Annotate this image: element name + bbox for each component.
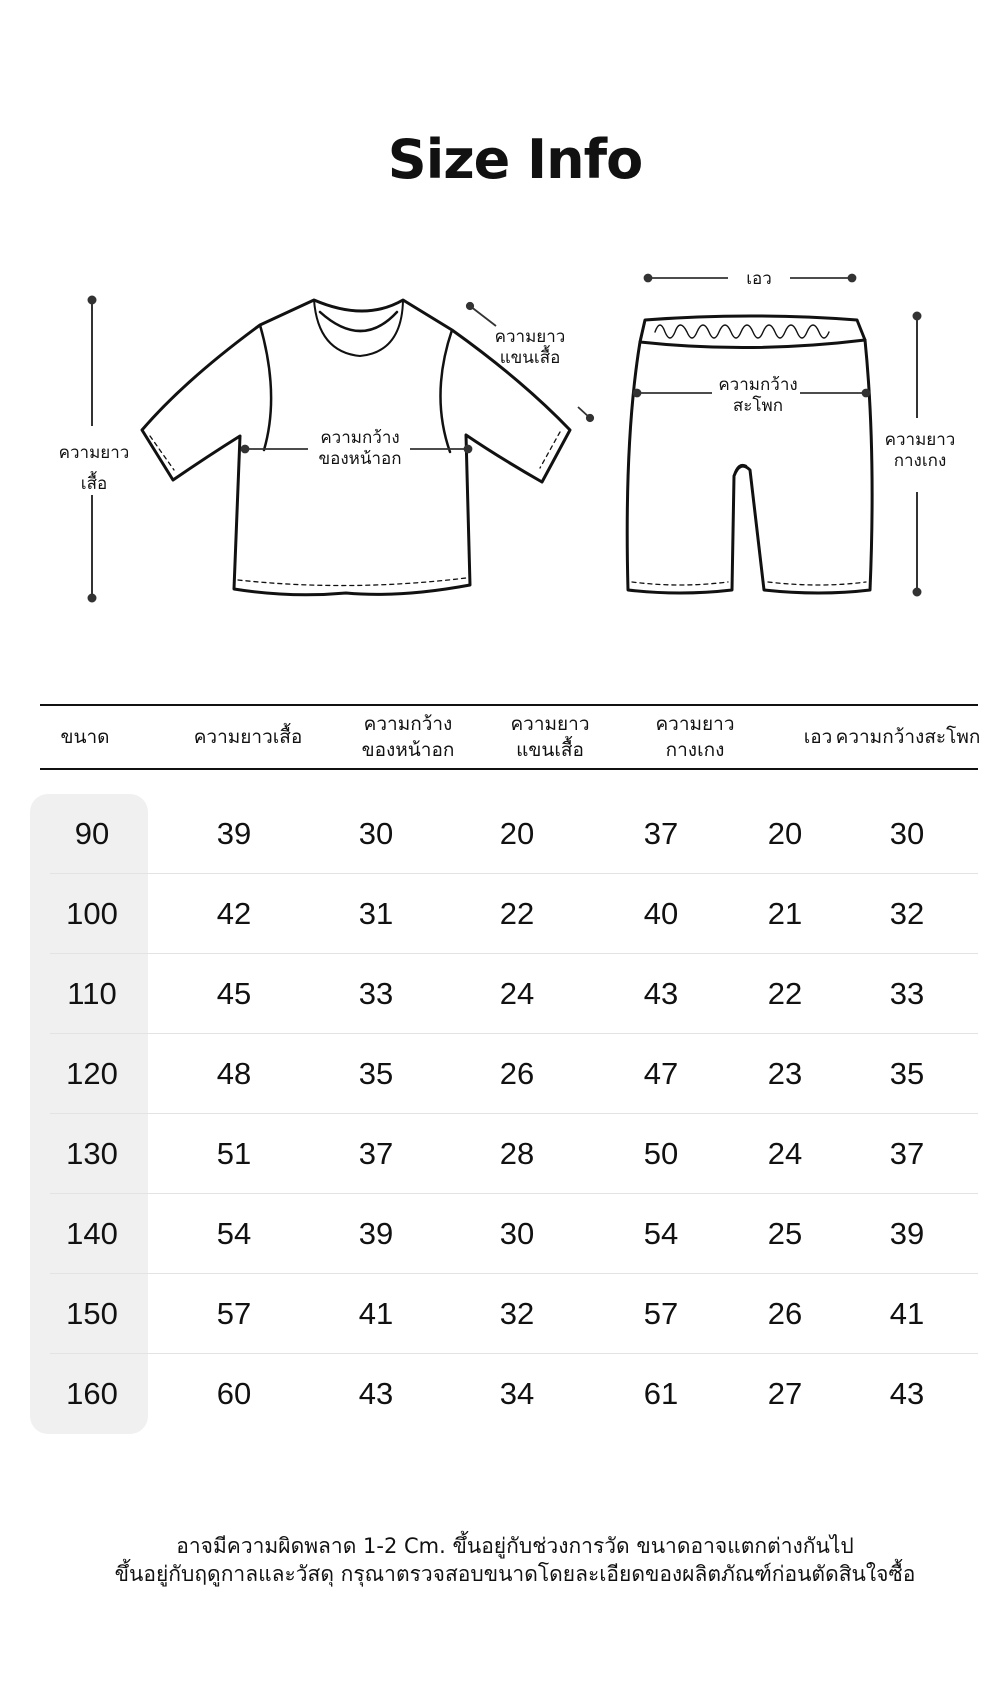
shirt-length-label-1: ความยาว (58, 443, 130, 463)
note-line-2: ขึ้นอยู่กับฤดูกาลและวัสดุ กรุณาตรวจสอบขนาดโดยละเอียดของผลิตภัณฑ์ก่อนตัดสินใจซื้อ (114, 1562, 916, 1586)
table-row (40, 954, 978, 1034)
cell-chest-width: 43 (358, 1376, 394, 1411)
cell-hip-width: 32 (889, 896, 925, 931)
cell-sleeve-length: 26 (499, 1056, 535, 1091)
header-hip-width: ความกว้างสะโพก (835, 726, 981, 748)
cell-waist: 20 (767, 816, 803, 851)
shirt-length-label-2: เสื้อ (80, 474, 108, 494)
cell-sleeve-length: 28 (499, 1136, 535, 1171)
table-row (40, 1114, 978, 1194)
table-row (40, 1034, 978, 1114)
cell-shirt-length: 57 (216, 1296, 252, 1331)
page-title: Size Info (387, 128, 643, 191)
disclaimer-note (0, 1532, 1000, 1588)
cell-chest-width: 31 (358, 896, 394, 931)
cell-waist: 23 (767, 1056, 803, 1091)
cell-hip-width: 30 (889, 816, 925, 851)
chest-width-label-1: ความกว้าง (320, 428, 400, 448)
note-line-1: อาจมีความผิดพลาด 1-2 Cm. ขึ้นอยู่กับช่วงการวัด ขนาดอาจแตกต่างกันไป (176, 1534, 854, 1558)
cell-waist: 25 (767, 1216, 803, 1251)
cell-sleeve-length: 30 (499, 1216, 535, 1251)
cell-hip-width: 37 (889, 1136, 925, 1171)
header-sleeve-length: ความยาว แขนเสื้อ (510, 713, 590, 761)
garment-diagram (0, 250, 1000, 630)
cell-pants-length: 40 (643, 896, 679, 931)
cell-shirt-length: 51 (216, 1136, 252, 1171)
cell-size: 160 (66, 1376, 118, 1411)
cell-size: 150 (66, 1296, 118, 1331)
table-row (40, 874, 978, 954)
cell-waist: 22 (767, 976, 803, 1011)
header-pants-length: ความยาว กางเกง (655, 713, 735, 761)
cell-hip-width: 43 (889, 1376, 925, 1411)
cell-pants-length: 54 (643, 1216, 679, 1251)
pants-length-label-2: กางเกง (893, 451, 947, 471)
hip-width-label-1: ความกว้าง (718, 375, 798, 395)
cell-waist: 21 (767, 896, 803, 931)
cell-pants-length: 61 (643, 1376, 679, 1411)
header-waist: เอว (803, 726, 833, 748)
cell-size: 130 (66, 1136, 118, 1171)
cell-shirt-length: 54 (216, 1216, 252, 1251)
cell-chest-width: 39 (358, 1216, 394, 1251)
cell-sleeve-length: 32 (499, 1296, 535, 1331)
cell-hip-width: 33 (889, 976, 925, 1011)
chest-width-label-2: ของหน้าอก (318, 449, 402, 469)
cell-size: 100 (66, 896, 118, 931)
table-row (40, 1194, 978, 1274)
cell-size: 120 (66, 1056, 118, 1091)
cell-pants-length: 50 (643, 1136, 679, 1171)
cell-size: 110 (67, 976, 117, 1011)
header-chest-width: ความกว้าง ของหน้าอก (361, 713, 455, 761)
cell-chest-width: 30 (358, 816, 394, 851)
cell-waist: 24 (767, 1136, 803, 1171)
table-header (40, 704, 981, 770)
cell-shirt-length: 39 (216, 816, 252, 851)
cell-shirt-length: 42 (216, 896, 252, 931)
cell-sleeve-length: 34 (499, 1376, 535, 1411)
cell-sleeve-length: 20 (499, 816, 535, 851)
table-row (40, 794, 978, 874)
cell-sleeve-length: 24 (499, 976, 535, 1011)
cell-waist: 26 (767, 1296, 803, 1331)
cell-chest-width: 33 (358, 976, 394, 1011)
table-row (40, 1354, 978, 1434)
cell-size: 90 (74, 816, 110, 851)
hip-width-label-2: สะโพก (732, 396, 784, 416)
pants-length-label-1: ความยาว (884, 430, 956, 450)
cell-pants-length: 57 (643, 1296, 679, 1331)
cell-waist: 27 (767, 1376, 803, 1411)
table-row (40, 1274, 978, 1354)
sleeve-length-label-1: ความยาว (494, 327, 566, 347)
cell-hip-width: 35 (889, 1056, 925, 1091)
cell-hip-width: 39 (889, 1216, 925, 1251)
header-shirt-length: ความยาวเสื้อ (193, 726, 303, 748)
cell-pants-length: 43 (643, 976, 679, 1011)
cell-hip-width: 41 (889, 1296, 925, 1331)
cell-sleeve-length: 22 (499, 896, 535, 931)
cell-pants-length: 37 (643, 816, 679, 851)
waist-label: เอว (746, 269, 772, 289)
cell-shirt-length: 45 (216, 976, 252, 1011)
cell-shirt-length: 60 (216, 1376, 252, 1411)
sleeve-length-label-2: แขนเสื้อ (499, 348, 561, 368)
cell-pants-length: 47 (643, 1056, 679, 1091)
cell-shirt-length: 48 (216, 1056, 252, 1091)
shorts-illustration (627, 316, 872, 593)
cell-chest-width: 37 (358, 1136, 394, 1171)
cell-chest-width: 41 (358, 1296, 394, 1331)
cell-chest-width: 35 (358, 1056, 394, 1091)
cell-size: 140 (66, 1216, 118, 1251)
header-size: ขนาด (60, 726, 110, 748)
